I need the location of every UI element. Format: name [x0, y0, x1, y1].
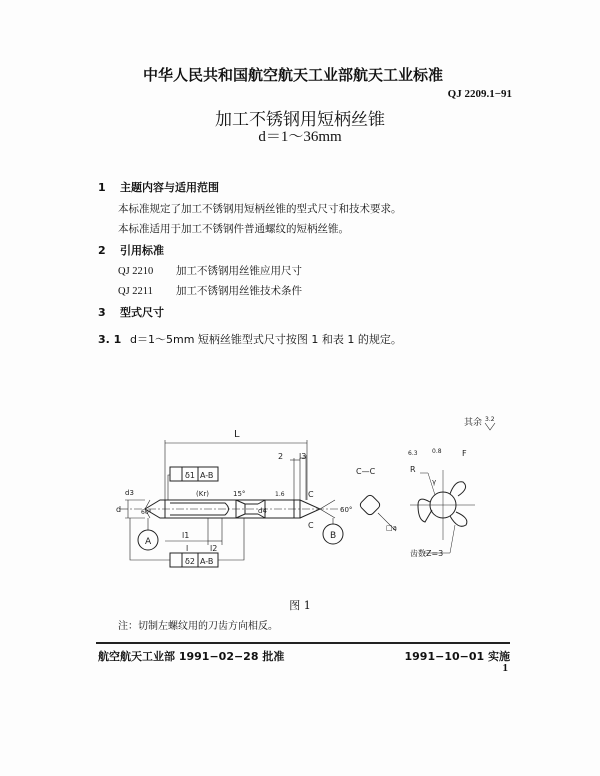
- section-label: C—C: [356, 467, 376, 476]
- datum-reference: A-B: [200, 557, 214, 566]
- section-2-heading: 2 引用标准: [98, 244, 164, 257]
- tolerance-delta2: δ2: [185, 557, 195, 566]
- page-number: 1: [502, 662, 508, 674]
- paragraph: 本标准适用于加工不锈钢件普通螺纹的短柄丝锥。: [118, 223, 349, 235]
- roughness-b: 0.8: [432, 448, 442, 455]
- standard-code: QJ 2209.1−91: [447, 88, 512, 100]
- footer-divider: [96, 642, 510, 644]
- tap-cross-section: [410, 470, 475, 553]
- figure-note: 注：切制左螺纹用的刀齿方向相反。: [118, 621, 278, 632]
- roughness-a: 6.3: [408, 450, 418, 457]
- document-subtitle: d＝1～36mm: [258, 129, 342, 145]
- datum-b-label: B: [330, 531, 337, 541]
- section-1-heading: 1 主题内容与适用范围: [98, 181, 219, 194]
- angle-60-left: 60°: [141, 509, 152, 516]
- approval-date: 航空航天工业部 1991−02−28 批准: [98, 650, 285, 663]
- dim-l: l: [186, 544, 189, 553]
- square-section: [359, 494, 382, 517]
- roughness-c: 1.6: [275, 491, 285, 498]
- tolerance-delta1: δ1: [185, 471, 195, 480]
- angle-15: 15°: [233, 490, 246, 498]
- issuing-organization: 中华人民共和国航空航天工业部航天工业标准: [142, 66, 443, 84]
- section-mark-c-top: C: [308, 490, 314, 499]
- teeth-count: 齿数Z=3: [410, 549, 444, 558]
- roughness-main: 3.2: [485, 416, 495, 423]
- dim-l2: l2: [210, 544, 218, 553]
- remaining-roughness: 其余: [464, 418, 483, 428]
- figure-caption: 图 1: [289, 599, 311, 612]
- dim-R: R: [410, 465, 416, 474]
- dim-F: F: [462, 449, 467, 458]
- section-mark-c-bottom: C: [308, 521, 314, 530]
- dim-2: 2: [278, 452, 284, 461]
- dim-d4: d4: [258, 507, 267, 515]
- dim-d3: d3: [125, 489, 134, 497]
- clause-3-1: 3. 1 d＝1～5mm 短柄丝锥型式尺寸按图 1 和表 1 的规定。: [98, 333, 402, 346]
- dim-l3: l3: [299, 452, 307, 461]
- dim-l1: l1: [182, 531, 190, 540]
- tap-side-view: [120, 500, 340, 518]
- dim-d: d: [116, 505, 122, 514]
- effective-date: 1991−10−01 实施: [404, 650, 510, 663]
- section-3-heading: 3 型式尺寸: [98, 306, 164, 319]
- reference-item: QJ 2210 加工不锈钢用丝锥应用尺寸: [118, 265, 302, 277]
- lead-angle-kr: (Kr): [196, 490, 209, 498]
- dim-square: □a: [386, 524, 397, 532]
- document-title: 加工不锈钢用短柄丝锥: [215, 110, 385, 130]
- rake-angle: γ: [432, 478, 437, 486]
- reference-item: QJ 2211 加工不锈钢用丝锥技术条件: [118, 285, 302, 297]
- angle-60-right: 60°: [340, 506, 353, 514]
- paragraph: 本标准规定了加工不锈钢用短柄丝锥的型式尺寸和技术要求。: [118, 203, 402, 215]
- dim-L: L: [234, 429, 240, 440]
- roughness-symbol-icon: [485, 423, 495, 430]
- datum-a-label: A: [145, 537, 152, 547]
- datum-reference: A-B: [200, 471, 214, 480]
